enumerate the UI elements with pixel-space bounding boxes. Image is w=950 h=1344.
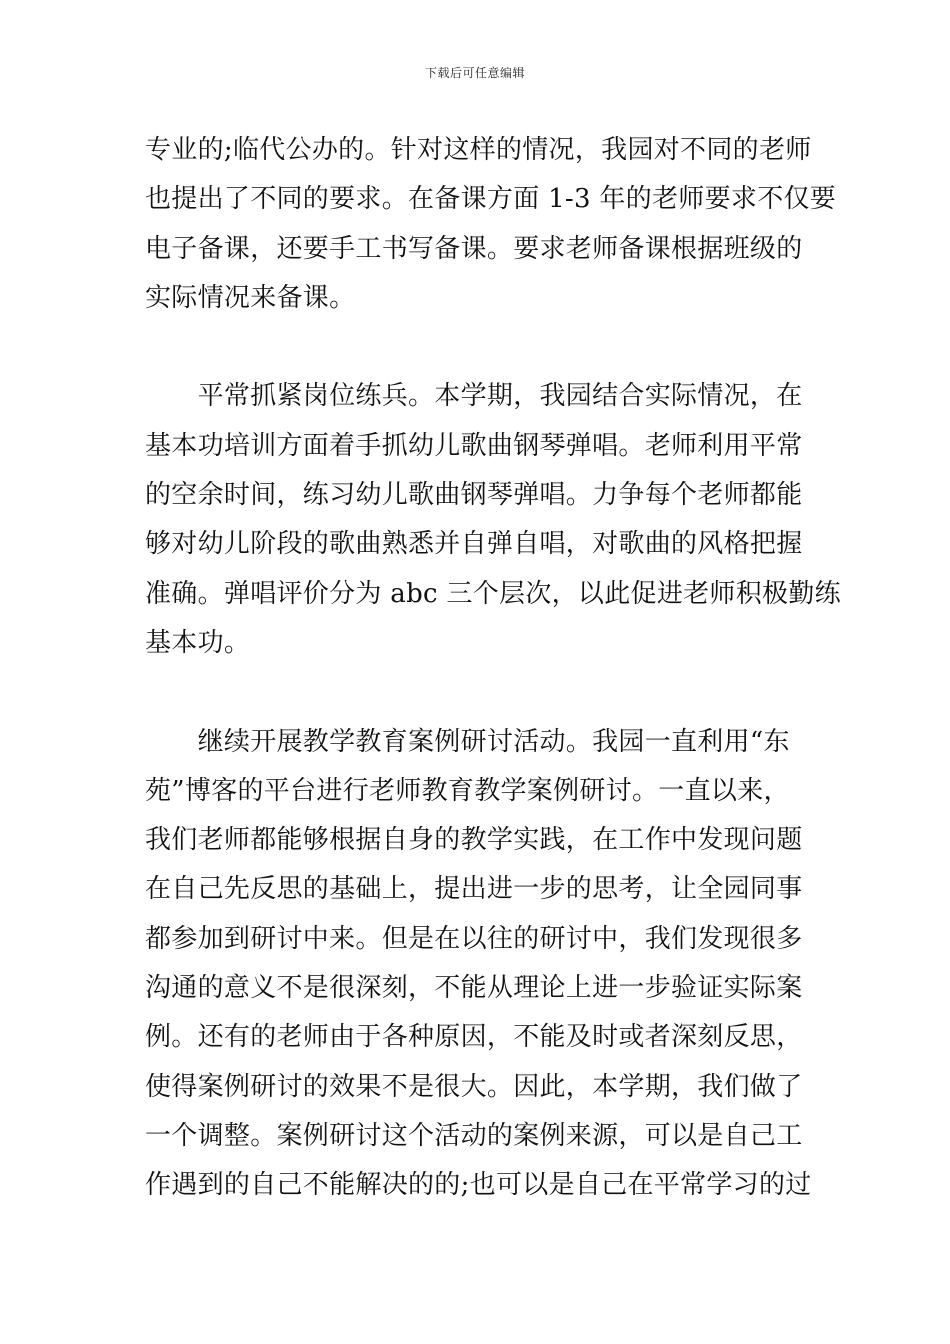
text-line: 基本功培训方面着手抓幼儿歌曲钢琴弹唱。老师利用平常	[145, 430, 803, 461]
text-line: 作遇到的自己不能解决的的;也可以是自己在平常学习的过	[145, 1170, 812, 1201]
text-line: 实际情况来备课。	[145, 282, 356, 313]
text-line: 够对幼儿阶段的歌曲熟悉并自弹自唱，对歌曲的风格把握	[145, 529, 803, 560]
paragraph-gap	[145, 668, 810, 717]
text-line: 平常抓紧岗位练兵。本学期，我园结合实际情况，在	[145, 381, 803, 412]
paragraph-3	[145, 718, 810, 1211]
document-body	[145, 126, 841, 1211]
text-line: 电子备课，还要手工书写备课。要求老师备课根据班级的	[145, 233, 803, 264]
text-line: 都参加到研讨中来。但是在以往的研讨中，我们发现很多	[145, 923, 803, 954]
text-line: 例。还有的老师由于各种原因，不能及时或者深刻反思，	[145, 1022, 803, 1053]
page-header: 下载后可任意编辑	[424, 66, 525, 80]
text-line: 使得案例研讨的效果不是很大。因此，本学期，我们做了	[145, 1071, 803, 1102]
text-line: 我们老师都能够根据自身的教学实践，在工作中发现问题	[145, 825, 803, 856]
paragraph-2	[145, 372, 841, 668]
paragraph-1	[145, 126, 837, 323]
text-line: 的空余时间，练习幼儿歌曲钢琴弹唱。力争每个老师都能	[145, 480, 803, 511]
paragraph-gap	[145, 323, 810, 372]
text-line: 准确。弹唱评价分为 abc 三个层次，以此促进老师积极勤练	[145, 578, 841, 609]
text-line: 也提出了不同的要求。在备课方面 1-3 年的老师要求不仅要	[145, 184, 837, 215]
text-line: 继续开展教学教育案例研讨活动。我园一直利用“东	[145, 726, 790, 757]
text-line: 在自己先反思的基础上，提出进一步的思考，让全园同事	[145, 874, 803, 905]
text-line: 基本功。	[145, 627, 251, 658]
text-line: 专业的;临代公办的。针对这样的情况，我园对不同的老师	[145, 135, 812, 165]
text-line: 沟通的意义不是很深刻，不能从理论上进一步验证实际案	[145, 973, 803, 1004]
text-line: 一个调整。案例研讨这个活动的案例来源，可以是自己工	[145, 1120, 803, 1151]
text-line: 苑”博客的平台进行老师教育教学案例研讨。一直以来，	[145, 775, 790, 806]
